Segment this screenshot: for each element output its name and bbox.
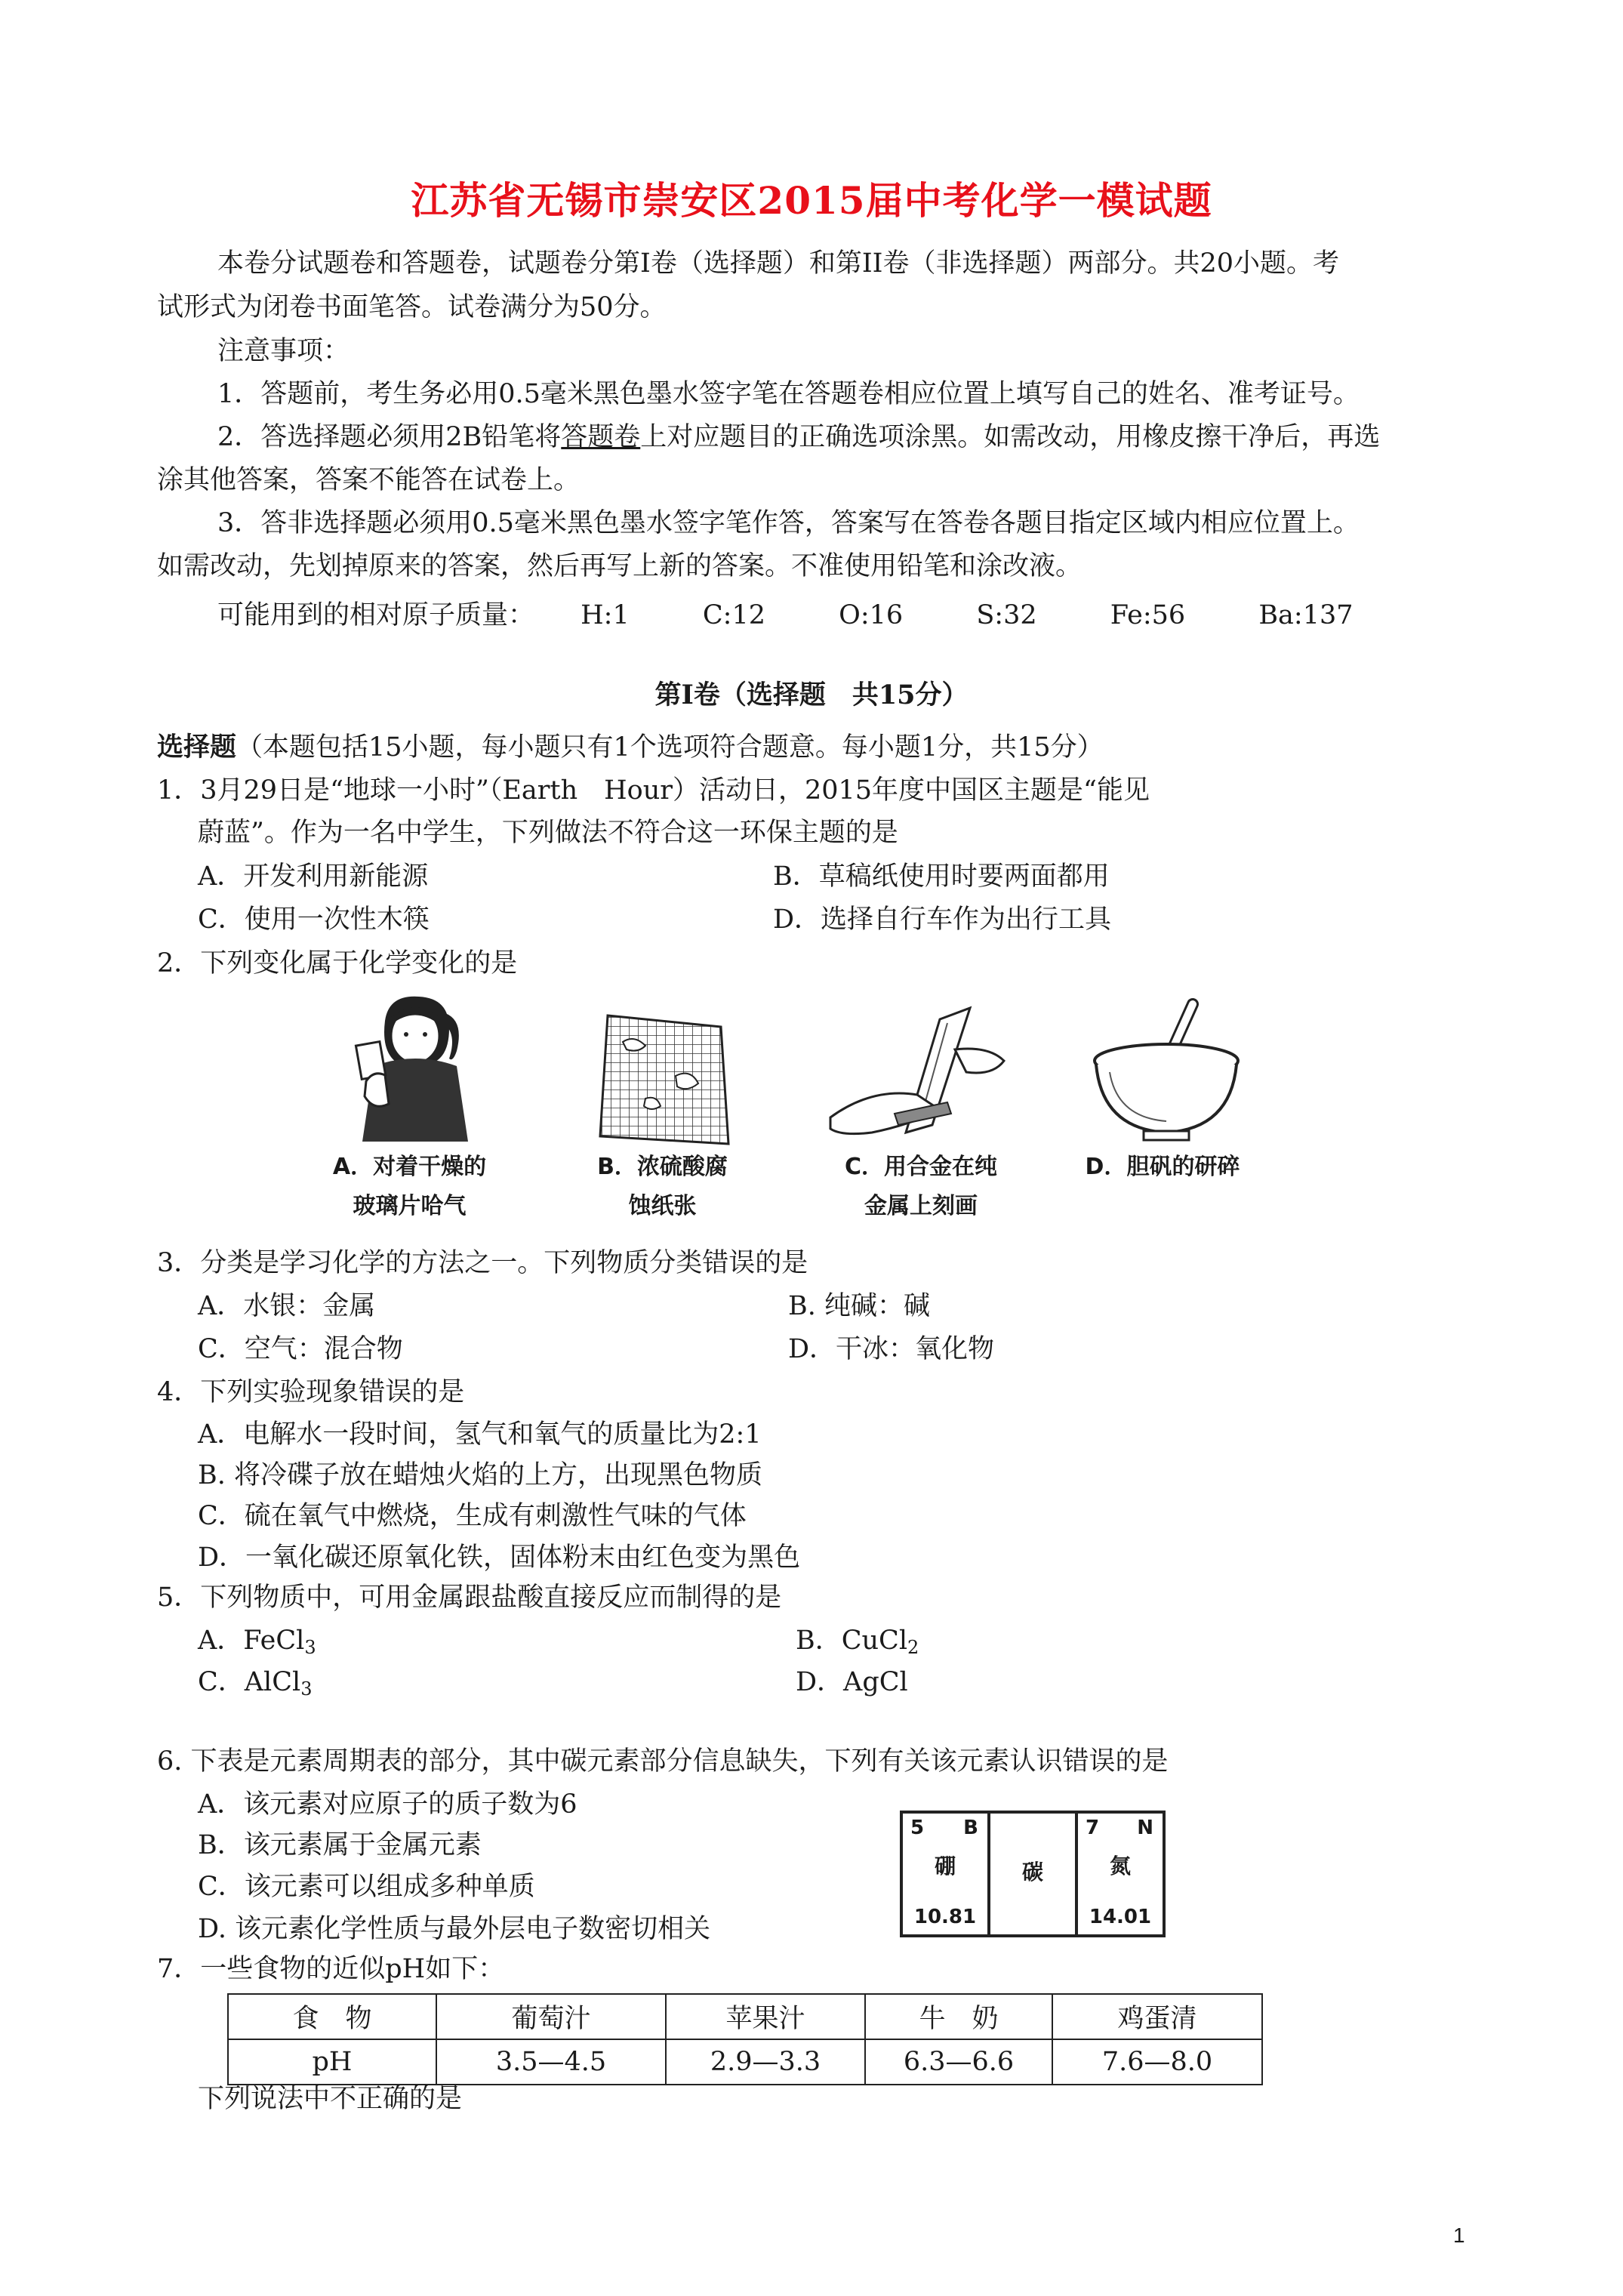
- q6-option-a: A．该元素对应原子的质子数为6: [198, 1789, 577, 1820]
- nitrogen-name: 氮: [1109, 1854, 1131, 1878]
- q3-option-b: B. 纯碱：碱: [788, 1291, 930, 1321]
- notice-title: 注意事项：: [217, 336, 350, 366]
- q6-option-d: D. 该元素化学性质与最外层电子数密切相关: [198, 1914, 711, 1944]
- q5-option-b-text: B．CuCl: [796, 1626, 908, 1656]
- q2-stem: 2．下列变化属于化学变化的是: [157, 948, 518, 978]
- periodic-cell-nitrogen: [1075, 1811, 1166, 1937]
- ph-header-egg-white: 鸡蛋清: [1052, 1994, 1262, 2039]
- q2-caption-b: [581, 1148, 744, 1226]
- notice-1: 1．答题前，考生务必用0.5毫米黑色墨水签字笔在答题卷相应位置上填写自己的姓名、准考证号。: [217, 379, 1360, 409]
- section-1-lead: [157, 731, 1104, 764]
- ph-value-egg-white: 7.6—8.0: [1052, 2039, 1262, 2085]
- notice-2-line-1: [217, 421, 1380, 454]
- boron-atomic-number: 5: [910, 1817, 925, 1839]
- ph-header-milk: 牛 奶: [865, 1994, 1052, 2039]
- mass-s: S:32: [976, 600, 1037, 630]
- carbon-name: 碳: [1021, 1860, 1043, 1885]
- mass-h: H:1: [581, 600, 630, 630]
- notice-2-underlined: 答题卷: [561, 422, 641, 452]
- ph-table-header-row: [228, 1994, 1262, 2039]
- q2-caption-c: [823, 1148, 1019, 1226]
- nitrogen-atomic-number: 7: [1086, 1817, 1100, 1839]
- q6-option-c: C．该元素可以组成多种单质: [198, 1872, 535, 1902]
- q5-option-b: [796, 1624, 919, 1657]
- ph-value-milk: 6.3—6.6: [865, 2039, 1052, 2085]
- intro-line-1: 本卷分试题卷和答题卷，试题卷分第Ⅰ卷（选择题）和第II卷（非选择题）两部分。共20小题。考: [217, 248, 1340, 279]
- q4-option-c: C．硫在氧气中燃烧，生成有刺激性气味的气体: [198, 1501, 747, 1531]
- q2-caption-a-line-1: A．对着干燥的: [332, 1154, 487, 1180]
- mass-o: O:16: [839, 600, 904, 630]
- q5-option-a-text: A．FeCl: [198, 1626, 305, 1656]
- periodic-cell-boron: [900, 1811, 990, 1937]
- boron-symbol: B: [963, 1817, 978, 1839]
- ph-header-apple-juice: 苹果汁: [666, 1994, 865, 2039]
- q3-option-d: D．干冰：氧化物: [788, 1334, 995, 1364]
- intro-line-2: 试形式为闭卷书面笔答。试卷满分为50分。: [157, 292, 667, 322]
- alloy-scratching-metal-icon: [827, 1004, 1015, 1148]
- q5-option-a: [198, 1624, 316, 1657]
- q2-caption-d: [1072, 1148, 1253, 1187]
- q3-option-c: C．空气：混合物: [198, 1334, 403, 1364]
- periodic-cell-carbon: [987, 1811, 1078, 1937]
- q6-stem: 6. 下表是元素周期表的部分，其中碳元素部分信息缺失，下列有关该元素认识错误的是: [157, 1746, 1169, 1777]
- q5-option-d: D．AgCl: [796, 1667, 908, 1697]
- ph-header-food: 食 物: [228, 1994, 436, 2039]
- q7-after-table: 下列说法中不正确的是: [198, 2084, 463, 2114]
- ph-header-grape-juice: 葡萄汁: [436, 1994, 666, 2039]
- notice-3-line-2: 如需改动，先划掉原来的答案，然后再写上新的答案。不准使用铅笔和涂改液。: [157, 551, 1083, 581]
- page-number: 1: [1453, 2224, 1465, 2247]
- corroded-grid-paper-icon: [593, 1008, 736, 1151]
- q2-caption-a: [325, 1148, 494, 1226]
- q6-option-b: B．该元素属于金属元素: [198, 1830, 482, 1860]
- notice-3-line-1: 3．答非选择题必须用0.5毫米黑色墨水签字笔作答，答案写在答卷各题目指定区域内相应位置上。: [217, 508, 1360, 538]
- q3-stem: 3．分类是学习化学的方法之一。下列物质分类错误的是: [157, 1248, 808, 1278]
- girl-breathing-on-glass-icon: [343, 991, 476, 1153]
- q7-stem: 7．一些食物的近似pH如下：: [157, 1954, 505, 1984]
- q1-stem-line-1: 1．3月29日是“地球一小时”（Earth Hour）活动日，2015年度中国区主题是“能见: [157, 775, 1150, 806]
- q2-caption-a-line-2: 玻璃片哈气: [353, 1193, 467, 1219]
- q4-stem: 4．下列实验现象错误的是: [157, 1377, 465, 1407]
- q4-option-b: B. 将冷碟子放在蜡烛火焰的上方，出现黑色物质: [198, 1460, 762, 1490]
- section-1-lead-rest: （本题包括15小题，每小题只有1个选项符合题意。每小题1分，共15分）: [236, 732, 1104, 763]
- q1-stem-line-2: 蔚蓝”。作为一名中学生，下列做法不符合这一环保主题的是: [198, 818, 898, 848]
- q3-option-a: A．水银：金属: [198, 1291, 376, 1321]
- q5-option-b-subscript: 2: [907, 1637, 919, 1658]
- ph-value-apple-juice: 2.9—3.3: [666, 2039, 865, 2085]
- q1-option-c: C．使用一次性木筷: [198, 905, 430, 935]
- q4-option-a: A．电解水一段时间，氢气和氧气的质量比为2:1: [198, 1419, 762, 1450]
- q5-option-c: [198, 1666, 313, 1699]
- ph-value-grape-juice: 3.5—4.5: [436, 2039, 666, 2085]
- notice-2-line-2: 涂其他答案，答案不能答在试卷上。: [157, 465, 581, 495]
- q5-option-c-subscript: 3: [300, 1678, 313, 1700]
- section-1-lead-bold: 选择题: [157, 732, 237, 763]
- ph-table: [227, 1993, 1263, 2085]
- notice-2-part-b: 上对应题目的正确选项涂黑。如需改动，用橡皮擦干净后，再选: [640, 422, 1381, 452]
- q2-caption-d-line-1: D．胆矾的研碎: [1085, 1154, 1240, 1180]
- mass-c: C:12: [702, 600, 765, 630]
- exam-title: 江苏省无锡市崇安区2015届中考化学一模试题: [411, 178, 1212, 223]
- q2-caption-b-line-1: B．浓硫酸腐: [597, 1154, 728, 1180]
- q5-stem: 5．下列物质中，可用金属跟盐酸直接反应而制得的是: [157, 1583, 782, 1613]
- ph-row-label: pH: [228, 2039, 436, 2085]
- q5-option-c-text: C．AlCl: [198, 1667, 301, 1697]
- boron-name: 硼: [934, 1854, 956, 1878]
- q2-caption-c-line-2: 金属上刻画: [864, 1193, 978, 1219]
- q1-option-d: D．选择自行车作为出行工具: [773, 905, 1112, 935]
- q2-caption-c-line-1: C．用合金在纯: [844, 1154, 998, 1180]
- boron-mass: 10.81: [913, 1906, 977, 1928]
- atomic-mass-line: [217, 599, 1354, 632]
- section-1-title: 第Ⅰ卷（选择题 共15分）: [654, 680, 969, 710]
- mass-fe: Fe:56: [1110, 600, 1186, 630]
- q4-option-d: D．一氧化碳还原氧化铁，固体粉末由红色变为黑色: [198, 1542, 801, 1573]
- mortar-and-pestle-icon: [1087, 989, 1246, 1148]
- ph-table-value-row: [228, 2039, 1262, 2085]
- q2-caption-b-line-2: 蚀纸张: [628, 1193, 697, 1219]
- notice-2-part-a: 2．答选择题必须用2B铅笔将: [217, 422, 562, 452]
- q1-option-a: A．开发利用新能源: [198, 861, 429, 892]
- mass-ba: Ba:137: [1258, 600, 1354, 630]
- nitrogen-mass: 14.01: [1089, 1906, 1152, 1928]
- q5-option-a-subscript: 3: [304, 1637, 316, 1658]
- nitrogen-symbol: N: [1137, 1817, 1153, 1839]
- q1-option-b: B．草稿纸使用时要两面都用: [773, 861, 1110, 892]
- atomic-mass-label: 可能用到的相对原子质量：: [217, 600, 535, 630]
